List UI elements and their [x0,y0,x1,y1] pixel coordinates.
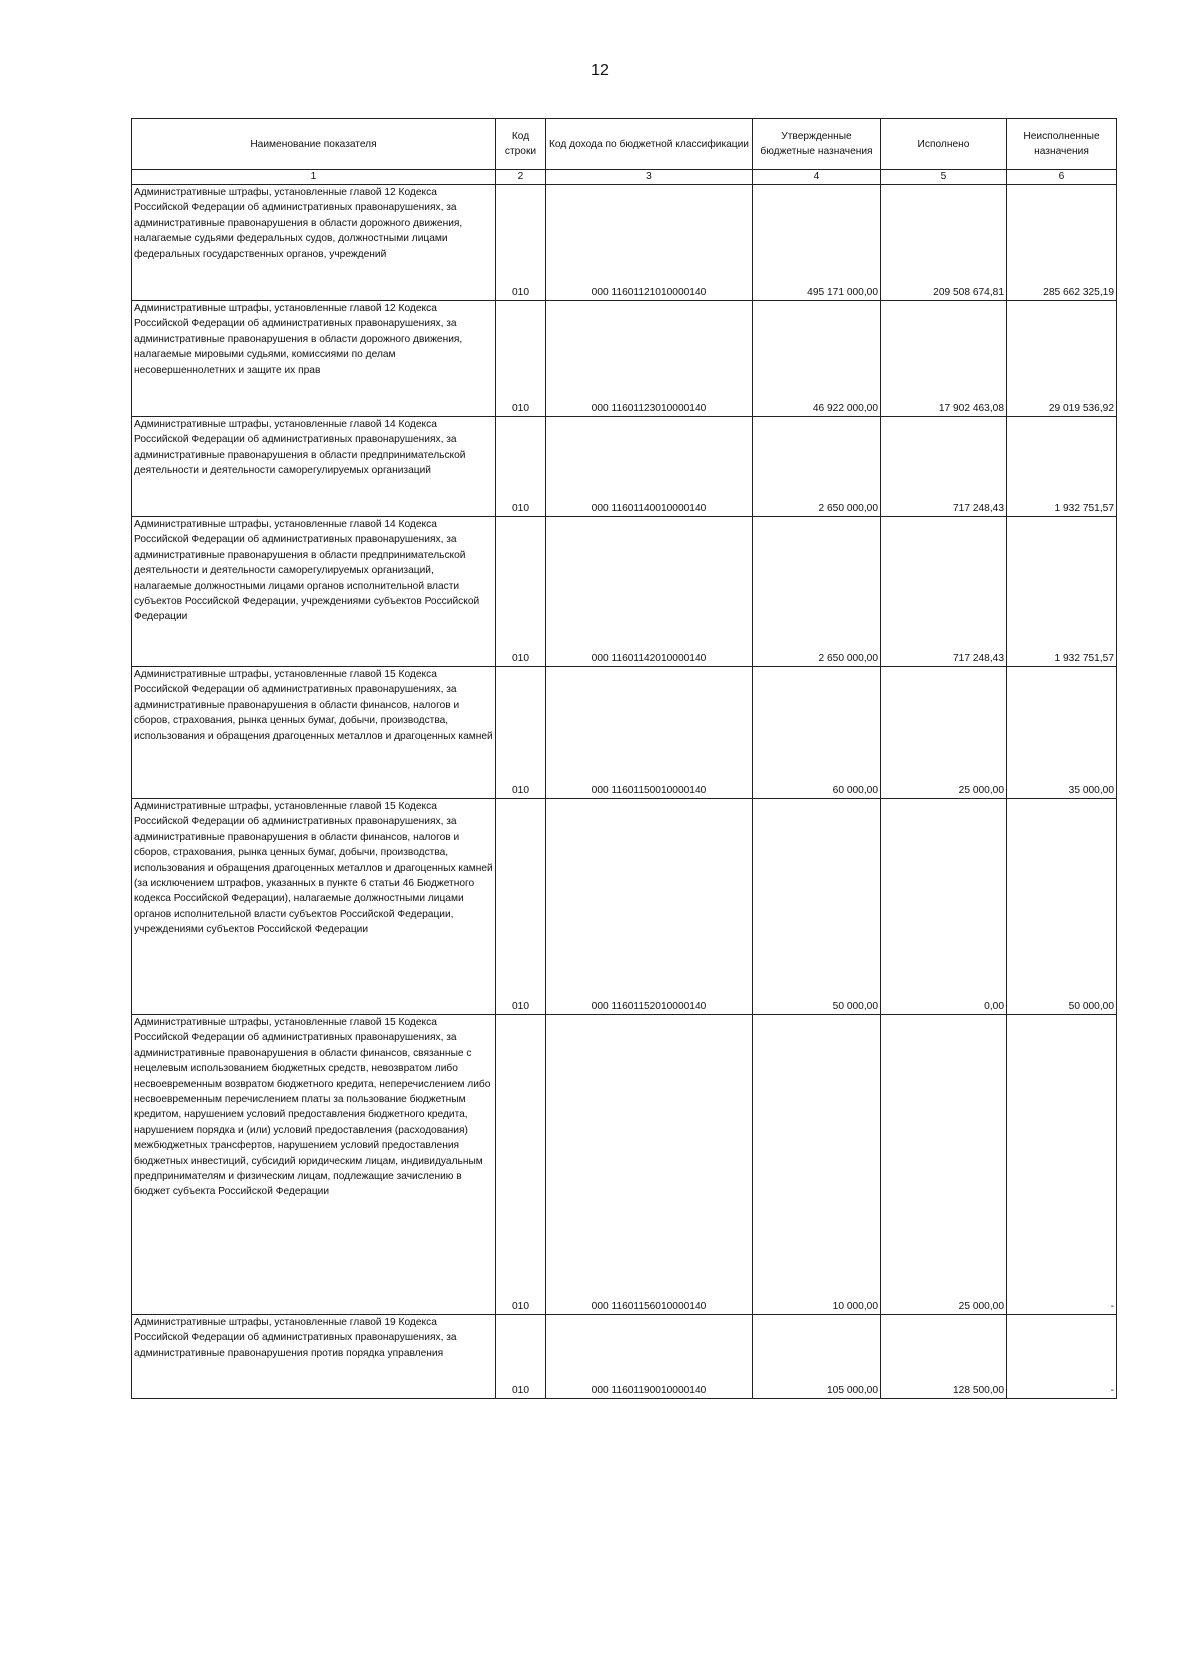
row-name: Административные штрафы, установленные главой 14 Кодекса Российской Федерации об административных правонарушениях, за административные правонарушения в области предпринимательской деятельности и деятельности саморегулируемых организаций [132,417,496,517]
budget-execution-table [131,118,1117,1399]
row-approved: 10 000,00 [753,1015,881,1315]
table-row [132,417,1117,517]
row-line-code: 010 [496,1015,546,1315]
row-approved: 46 922 000,00 [753,301,881,417]
row-budget-code: 000 11601140010000140 [546,417,753,517]
table-row [132,799,1117,1015]
header-executed: Исполнено [881,119,1007,170]
row-budget-code: 000 11601121010000140 [546,185,753,301]
row-executed: 717 248,43 [881,417,1007,517]
row-budget-code: 000 11601123010000140 [546,301,753,417]
row-unexecuted: - [1007,1015,1117,1315]
table-row [132,517,1117,667]
row-approved: 2 650 000,00 [753,417,881,517]
row-budget-code: 000 11601156010000140 [546,1015,753,1315]
page-number: 12 [591,62,609,79]
row-line-code: 010 [496,517,546,667]
row-line-code: 010 [496,667,546,799]
row-name: Административные штрафы, установленные главой 15 Кодекса Российской Федерации об административных правонарушениях, за административные правонарушения в области финансов, налогов и сборов, страхования, рынка ценных бумаг, добычи, производства, использования и обращения драгоценных металлов и драгоценных камней [132,667,496,799]
table-row [132,1315,1117,1399]
row-executed: 25 000,00 [881,667,1007,799]
row-line-code: 010 [496,185,546,301]
column-number: 5 [881,170,1007,185]
row-name: Административные штрафы, установленные главой 19 Кодекса Российской Федерации об административных правонарушениях, за административные правонарушения против порядка управления [132,1315,496,1399]
row-budget-code: 000 11601142010000140 [546,517,753,667]
row-budget-code: 000 11601190010000140 [546,1315,753,1399]
header-unexecuted: Неисполненные назначения [1007,119,1117,170]
row-unexecuted: 29 019 536,92 [1007,301,1117,417]
header-line-code: Код строки [496,119,546,170]
table-row [132,301,1117,417]
row-approved: 495 171 000,00 [753,185,881,301]
row-name: Административные штрафы, установленные главой 15 Кодекса Российской Федерации об административных правонарушениях, за административные правонарушения в области финансов, налогов и сборов, страхования, рынка ценных бумаг, добычи, производства, использования и обращения драгоценных металлов и драгоценных камней (за исключением штрафов, указанных в пункте 6 статьи 46 Бюджетного кодекса Российской Федерации), налагаемые должностными лицами органов исполнительной власти субъектов Российской Федерации, учреждениями субъектов Российской Федерации [132,799,496,1015]
row-approved: 105 000,00 [753,1315,881,1399]
row-approved: 2 650 000,00 [753,517,881,667]
row-executed: 25 000,00 [881,1015,1007,1315]
row-name: Административные штрафы, установленные главой 15 Кодекса Российской Федерации об административных правонарушениях, за административные правонарушения в области финансов, связанные с нецелевым использованием бюджетных средств, невозвратом либо несвоевременным возвратом бюджетного кредита, неперечислением либо несвоевременным перечислением платы за пользование бюджетным кредитом, нарушением условий предоставления бюджетного кредита, нарушением порядка и (или) условий предоставления (расходования) межбюджетных трансфертов, нарушением условий предоставления бюджетных инвестиций, субсидий юридическим лицам, индивидуальным предпринимателям и физическим лицам, подлежащие зачислению в бюджет субъекта Российской Федерации [132,1015,496,1315]
row-budget-code: 000 11601150010000140 [546,667,753,799]
row-unexecuted: 35 000,00 [1007,667,1117,799]
row-executed: 717 248,43 [881,517,1007,667]
row-line-code: 010 [496,417,546,517]
table-row [132,1015,1117,1315]
column-number: 4 [753,170,881,185]
header-budget-code: Код дохода по бюджетной классификации [546,119,753,170]
row-approved: 60 000,00 [753,667,881,799]
row-name: Административные штрафы, установленные главой 12 Кодекса Российской Федерации об административных правонарушениях, за административные правонарушения в области дорожного движения, налагаемые судьями федеральных судов, должностными лицами федеральных государственных органов, учреждений [132,185,496,301]
column-number: 2 [496,170,546,185]
row-budget-code: 000 11601152010000140 [546,799,753,1015]
row-executed: 209 508 674,81 [881,185,1007,301]
row-name: Административные штрафы, установленные главой 14 Кодекса Российской Федерации об административных правонарушениях, за административные правонарушения в области предпринимательской деятельности и деятельности саморегулируемых организаций, налагаемые должностными лицами органов исполнительной власти субъектов Российской Федерации, учреждениями субъектов Российской Федерации [132,517,496,667]
column-number: 3 [546,170,753,185]
row-executed: 128 500,00 [881,1315,1007,1399]
row-unexecuted: 285 662 325,19 [1007,185,1117,301]
table-row [132,185,1117,301]
row-line-code: 010 [496,1315,546,1399]
row-line-code: 010 [496,799,546,1015]
row-unexecuted: 1 932 751,57 [1007,417,1117,517]
row-executed: 0,00 [881,799,1007,1015]
row-executed: 17 902 463,08 [881,301,1007,417]
column-number: 6 [1007,170,1117,185]
row-line-code: 010 [496,301,546,417]
row-unexecuted: - [1007,1315,1117,1399]
header-name: Наименование показателя [132,119,496,170]
row-name: Административные штрафы, установленные главой 12 Кодекса Российской Федерации об административных правонарушениях, за административные правонарушения в области дорожного движения, налагаемые мировыми судьями, комиссиями по делам несовершеннолетних и защите их прав [132,301,496,417]
table-row [132,667,1117,799]
row-unexecuted: 50 000,00 [1007,799,1117,1015]
header-approved: Утвержденные бюджетные назначения [753,119,881,170]
table-header-row [132,119,1117,170]
row-approved: 50 000,00 [753,799,881,1015]
row-unexecuted: 1 932 751,57 [1007,517,1117,667]
column-number: 1 [132,170,496,185]
column-number-row [132,170,1117,185]
